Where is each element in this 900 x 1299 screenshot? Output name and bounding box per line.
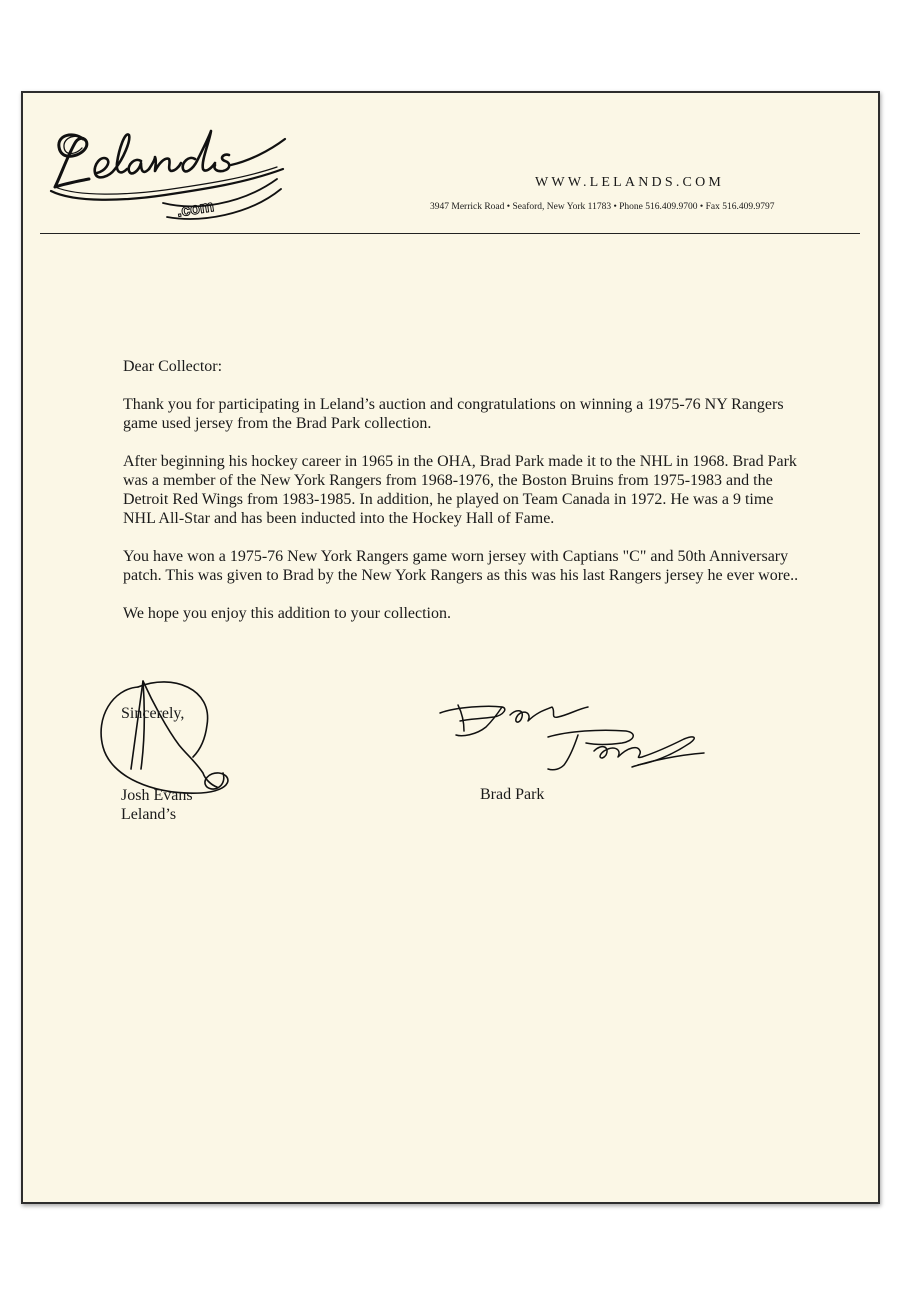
website-url[interactable]: WWW.LELANDS.COM: [535, 175, 725, 190]
closing: Sincerely,: [121, 705, 185, 722]
paragraph-2: After beginning his hockey career in 1965 in the OHA, Brad Park made it to the NHL in 1968. Brad Park was a member of the New York Rangers from 1968-1976, the Boston Bruins from 1975-1983 and the Detroit Red Wings from 1983-1985. In addition, he played on Team Canada in 1972. He was a 9 time NHL All-Star and has been inducted into the Hockey Hall of Fame.: [123, 453, 797, 527]
letter-body: [123, 357, 803, 642]
cosigner-name: Brad Park: [480, 786, 545, 803]
paragraph-1: Thank you for participating in Leland’s auction and congratulations on winning a 1975-76 NY Rangers game used jersey from the Brad Park collection.: [123, 396, 784, 432]
signer-block: [121, 786, 193, 824]
paragraph-3: You have won a 1975-76 New York Rangers game worn jersey with Captians "C" and 50th Anniversary patch. This was given to Brad by the New York Rangers as this was his last Rangers jersey he ever wore..: [123, 548, 799, 584]
lelands-logo: [45, 121, 290, 221]
salutation: Dear Collector:: [123, 358, 223, 375]
header-divider: [40, 233, 860, 234]
svg-text:.com: .com: [175, 198, 216, 221]
signer-name: Josh Evans: [121, 787, 193, 804]
signer-company: Leland’s: [121, 806, 177, 823]
brad-park-signature: [428, 691, 728, 786]
letter-page: [21, 91, 880, 1204]
company-address: 3947 Merrick Road • Seaford, New York 11783 • Phone 516.409.9700 • Fax 516.409.9797: [430, 202, 775, 212]
paragraph-4: We hope you enjoy this addition to your collection.: [123, 605, 451, 622]
josh-evans-signature: [83, 669, 243, 799]
